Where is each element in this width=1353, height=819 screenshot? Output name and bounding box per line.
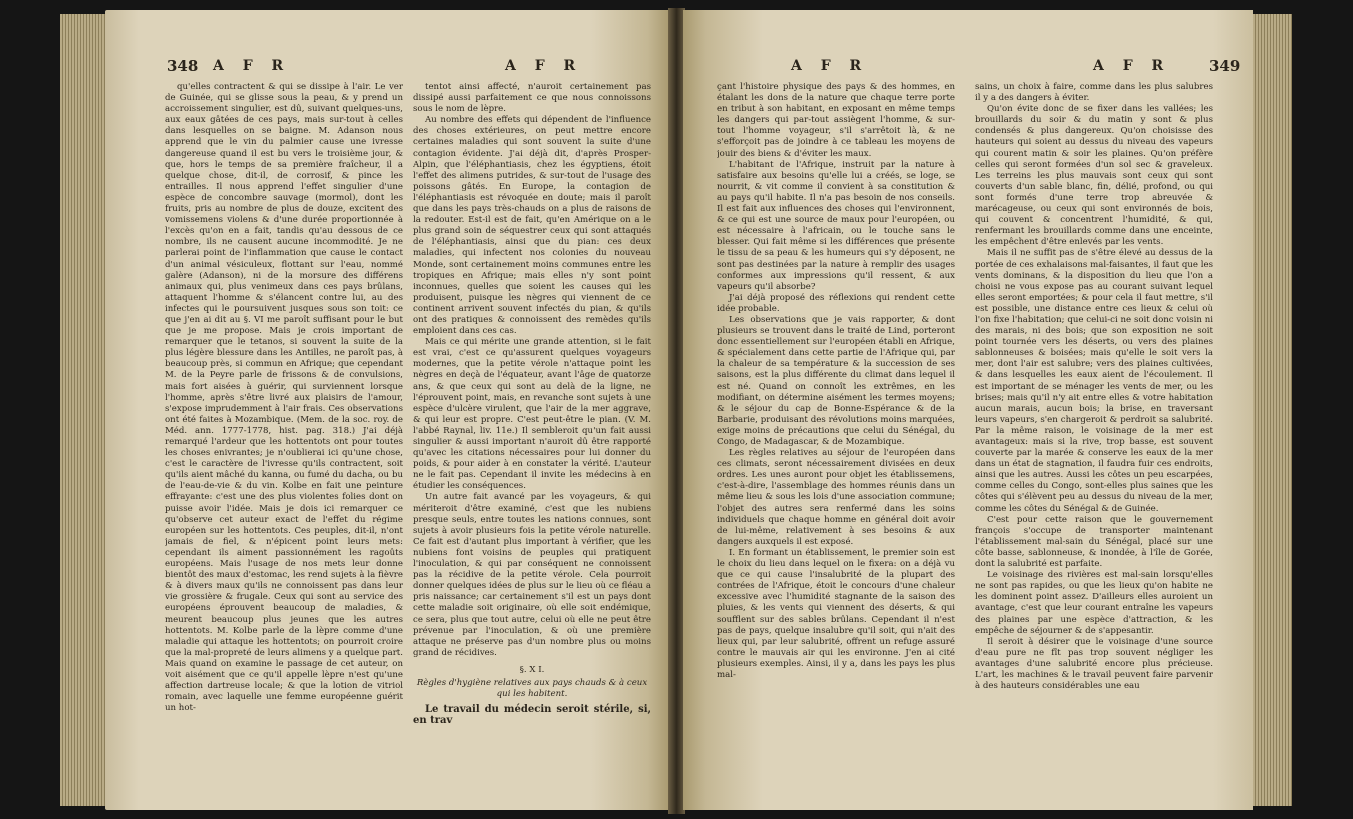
section-subtitle: Règles d'hygiène relatives aux pays chauds & à ceux qui les habitent. [416, 677, 648, 700]
page-edges-right [1252, 14, 1292, 806]
paragraph: Le travail du médecin seroit stérile, si, en trav [413, 704, 651, 727]
left-page [105, 10, 670, 810]
text-column [717, 82, 955, 802]
text-column [975, 82, 1213, 802]
paragraph: Un autre fait avancé par les voyageurs, & qui mériteroit d'être examiné, c'est que les nubiens presque seuls, entre toutes les nations connues, sont sujets à avoir plusieurs fois la petite vérole naturelle. Ce fait est d'autant plus important à vérifier, que les nubiens font voisins de peuples qui pratiquent l'inoculation, & qui par conséquent ne connoissent pas la récidive de la petite vérole. Cela pourroit donner quelques idées de plus sur le lieu où ce fléau a pris naissance; car certainement s'il est un pays dont cette maladie soit originaire, où elle soit endémique, ce sera, plus que tout autre, celui où elle ne peut être prévenue par l'inoculation, & où une première attaque ne préserve pas d'un nombre plus ou moins grand de récidives. [413, 492, 651, 658]
right-page [683, 10, 1253, 810]
running-header: A F R [791, 58, 869, 74]
paragraph: J'ai déjà proposé des réflexions qui rendent cette idée probable. [717, 292, 955, 314]
paragraph: sains, un choix à faire, comme dans les plus salubres il y a des dangers à éviter. [975, 82, 1213, 104]
text-column [413, 82, 651, 802]
paragraph: L'habitant de l'Afrique, instruit par la nature à satisfaire aux besoins qu'elle lui a créés, se loge, se nourrit, & vit comme il convient à sa constitution & au pays qu'il habite. Il n'a pas besoin de nos conseils. Il est fait aux influences des choses qui l'environnent, & ce qui est une source de maux pour l'européen, ou est nécessaire à l'africain, ou le touche sans le blesser. Qui fait même si les différences que présente le tissu de sa peau & les humeurs qui s'y déposent, ne sont pas destinées par la nature à remplir des usages conformes aux impressions qu'il ressent, & aux vapeurs qu'il absorbe? [717, 159, 955, 292]
paragraph: Mais ce qui mérite une grande attention, si le fait est vrai, c'est ce qu'assurent quelques voyageurs modernes, que la petite vérole n'attaque point les nègres en deçà de l'équateur, avant l'âge de quatorze ans, & que ceux qui sont au delà de la ligne, ne l'éprouvent point, mais, en revanche sont sujets à une espèce d'ulcère virulent, que l'air de la mer aggrave, & qui leur est propre. C'est peut-être le pian. (V. M. l'abbé Raynal, liv. 11e.) Il sembleroit qu'un fait aussi singulier & aussi important n'auroit dû être rapporté qu'avec les citations nécessaires pour lui donner du poids, & pour aider à en constater la vérité. L'auteur ne le fait pas. Cependant il invite les médecins à en étudier les conséquences. [413, 337, 651, 492]
paragraph: C'est pour cette raison que le gouvernement françois s'occupe de transporter maintenant l'établissement mal-sain du Sénégal, placé sur une côte basse, sablonneuse, & inondée, à l'île de Gorée, dont la salubrité est parfaite. [975, 514, 1213, 570]
page-number: 349 [1209, 57, 1241, 75]
paragraph: tentot ainsi affecté, n'auroit certainement pas dissipé aussi parfaitement ce que nous connoissons sous le nom de lèpre. [413, 82, 651, 115]
paragraph: Au nombre des effets qui dépendent de l'influence des choses extérieures, on peut mettre encore certaines maladies qui sont souvent la suite d'une contagion évidente. J'ai déjà dit, d'après Prosper-Alpin, que l'éléphantiasis, chez les égyptiens, étoit l'effet des alimens putrides, & sur-tout de l'usage des poissons gâtés. En Europe, la contagion de l'éléphantiasis est révoquée en doute; mais il paroît que dans les pays très-chauds on a plus de raisons de la redouter. Est-il est de fait, qu'en Amérique on a le plus grand soin de séquestrer ceux qui sont attaqués de l'éléphantiasis, ainsi que du pian: ces deux maladies, qui infectent nos colonies du nouveau Monde, sont certainement moins communes entre les tropiques en Afrique; mais elles n'y sont point inconnues, quelles que soient les causes qui les produisent, puisque les nègres qui viennent de ce continent arrivent souvent infectés du pian, & qu'ils ont des pratiques & connoissent des remèdes qu'ils emploient dans ces cas. [413, 115, 651, 337]
paragraph: Il seroit à désirer que le voisinage d'une source d'eau pure ne fît pas trop souvent négliger les avantages d'une salubrité encore plus précieuse. L'art, les machines & le travail peuvent faire parvenir à des hauteurs considérables une eau [975, 636, 1213, 692]
page-number: 348 [167, 57, 199, 75]
paragraph: Les observations que je vais rapporter, & dont plusieurs se trouvent dans le traité de Lind, porteront donc essentiellement sur l'européen établi en Afrique, & spécialement dans cette partie de l'Afrique qui, par la chaleur de sa température & la succession de ses saisons, est la plus différente du climat dans lequel il est né. Quand on connoît les extrêmes, en les modifiant, on détermine aisément les termes moyens; & le séjour du cap de Bonne-Espérance & de la Barbarie, produisant des révolutions moins marquées, exige moins de précautions que celui du Sénégal, du Congo, de Madagascar, & de Mozambique. [717, 314, 955, 447]
running-header: A F R [1093, 58, 1171, 74]
paragraph: Qu'on évite donc de se fixer dans les vallées; les brouillards du soir & du matin y sont & plus condensés & plus dangereux. Qu'on choisisse des hauteurs qui soient au dessus du niveau des vapeurs qui courent matin & soir les plaines. Qu'on préfère celles qui seront formées d'un sol sec & graveleux. Les terreins les plus mauvais sont ceux qui sont couverts d'un sable blanc, fin, délié, profond, ou qui sont formés d'une terre trop abreuvée & marécageuse, ou ceux qui sont environnés de bois, qui couvent & concentrent l'humidité, & qui, renfermant les brouillards comme dans une enceinte, les empêchent d'être enlevés par les vents. [975, 104, 1213, 248]
text-column [165, 82, 403, 802]
paragraph: qu'elles contractent & qui se dissipe à l'air. Le ver de Guinée, qui se glisse sous la peau, & y prend un accroissement singulier, est dû, suivant quelques-uns, aux eaux gâtées de ces pays, mais sur-tout à celles dans lesquelles on se baigne. M. Adanson nous apprend que le vin du palmier cause une ivresse dangereuse quand il est bu vers le troisième jour, & que, hors le temps de sa première fraîcheur, il a quelque chose, dit-il, de corrosif, & pince les entrailles. Il nous apprend l'effet singulier d'une espèce de concombre sauvage (mormol), dont les fruits, pris au nombre de plus de douze, excitent des vomissemens violens & d'une durée proportionnée à l'excès qu'on en a fait, tandis qu'au dessous de ce nombre, ils ne causent aucune incommodité. Je ne parlerai point de l'inflammation que cause le contact d'un animal vésiculeux, flottant sur l'eau, nommé galère (Adanson), ni de la morsure des différens animaux qui, plus venimeux dans ces pays brûlans, attaquent l'homme & s'élancent contre lui, au des infectes qui le poursuivent jusques sous son toit: ce que j'en ai dit au §. VI me paroît suffisant pour le but que je me propose. Mais je crois important de remarquer que le tetanos, si souvent la suite de la plus légère blessure dans les Antilles, ne paroît pas, à beaucoup près, si commun en Afrique; que cependant M. de la Peyre parle de frissons & de convulsions, mais fort aisées à guérir, qui surviennent lorsque l'homme, après s'être livré aux plaisirs de l'amour, s'expose imprudemment à l'air frais. Ces observations ont été faites à Mozambique. (Mem. de la soc. roy. de Méd. ann. 1777-1778, hist. pag. 318.) J'ai déjà remarqué l'ardeur que les hottentots ont pour toutes les choses enivrantes; je n'oublierai ici qu'une chose, c'est le caractère de l'ivresse qu'ils contractent, soit qu'ils aient mâché du kanna, ou fumé du dacha, ou bu de l'eau-de-vie & du vin. Kolbe en fait une peinture effrayante: c'est une des plus violentes folies dont on puisse avoir l'idée. Mais je dois ici remarquer ce qu'observe cet auteur exact de l'effet du régime européen sur les hottentots. Ces peuples, dit-il, n'ont jamais de fiel, & n'épicent point leurs mets: cependant ils aiment passionnément les ragoûts européens. Mais l'usage de nos mets leur donne bientôt des maux d'estomac, les rend sujets à la fièvre & à divers maux qu'ils ne connoissent pas dans leur vie grossière & frugale. Ceux qui sont au service des européens éprouvent beaucoup de maladies, & meurent beaucoup plus jeunes que les autres hottentots. M. Kolbe parle de la lèpre comme d'une maladie qui attaque les hottentots; on pourroit croire que la mal-propreté de leurs alimens y a quelque part. Mais quand on examine le passage de cet auteur, on voit aisément que ce qu'il appelle lèpre n'est qu'une affection dartreuse locale; & que la lotion de vitriol romain, avec laquelle une femme européenne guérit un hot- [165, 82, 403, 714]
section-heading: §. X I. [519, 664, 545, 675]
paragraph: Le voisinage des rivières est mal-sain lorsqu'elles ne sont pas rapides, ou que les lieux qu'on habite ne les dominent point assez. D'ailleurs elles auroient un avantage, c'est que leur courant entraîne les vapeurs des plaines par une espèce d'attraction, & les empêche de séjourner & de s'appesantir. [975, 570, 1213, 636]
paragraph: çant l'histoire physique des pays & des hommes, en étalant les dons de la nature que chaque terre porte en tribut à son habitant, en exposant en même temps les dangers qui par-tout assiègent l'homme, & sur-tout l'homme voyageur, s'il s'arrêtoit là, & ne s'efforçoit pas de joindre à ce tableau les moyens de jouir des biens & d'éviter les maux. [717, 82, 955, 159]
paragraph: Les règles relatives au séjour de l'européen dans ces climats, seront nécessairement divisées en deux ordres. Les unes auront pour objet les établissemens, c'est-à-dire, l'assemblage des hommes réunis dans un même lieu & sous les lois d'une association commune; l'objet des autres sera renfermé dans les soins individuels que chaque homme en général doit avoir de lui-même, relativement à ses besoins & aux dangers auxquels il est exposé. [717, 448, 955, 547]
running-header: A F R [505, 58, 583, 74]
paragraph: I. En formant un établissement, le premier soin est le choix du lieu dans lequel on le fixera: on a déjà vu que ce qui cause l'insalubrité de la plupart des contrées de l'Afrique, étoit le concours d'une chaleur excessive avec l'humidité stagnante de la saison des pluies, & les vents qui viennent des déserts, & qui soufflent sur des sables brûlans. Cependant il n'est pas de pays, quelque insalubre qu'il soit, qui n'ait des lieux qui, par leur salubrité, offrent un refuge assuré contre le mauvais air qui les environne. J'en ai cité plusieurs exemples. Ainsi, il y a, dans les pays les plus mal- [717, 547, 955, 680]
running-header: A F R [213, 58, 291, 74]
paragraph: Mais il ne suffit pas de s'être élevé au dessus de la portée de ces exhalaisons mal-faisantes, il faut que les vents dominans, & la disposition du lieu que l'on a choisi ne vous expose pas au courant suivant lequel elles seront emportées; & pour cela il faut mettre, s'il est possible, une distance entre ces lieux & celui où l'on fixe l'habitation; que celui-ci ne soit donc voisin ni des marais, ni des bois; que son exposition ne soit point tournée vers les déserts, ou vers des plaines sablonneuses & boisées; mais qu'elle le soit vers la mer, dont l'air est salubre; vers des plaines cultivées, & dans lesquelles les eaux aient de l'écoulement. Il est important de se ménager les vents de mer, ou les brises; mais qu'il n'y ait entre elles & votre habitation aucun marais, aucun bois; la brise, en traversant leurs vapeurs, s'en chargeroit & perdroit sa salubrité. Par la même raison, le voisinage de la mer est avantageux: mais si la rive, trop basse, est souvent couverte par la marée & conserve les eaux de la mer dans un état de stagnation, il faudra fuir ces endroits, ainsi que les autres. Aussi les côtes un peu escarpées, comme celles du Congo, sont-elles plus saines que les côtes qui s'élèvent peu au dessus du niveau de la mer, comme les côtes du Sénégal & de Guinée. [975, 248, 1213, 514]
page-edges-left [60, 14, 106, 806]
